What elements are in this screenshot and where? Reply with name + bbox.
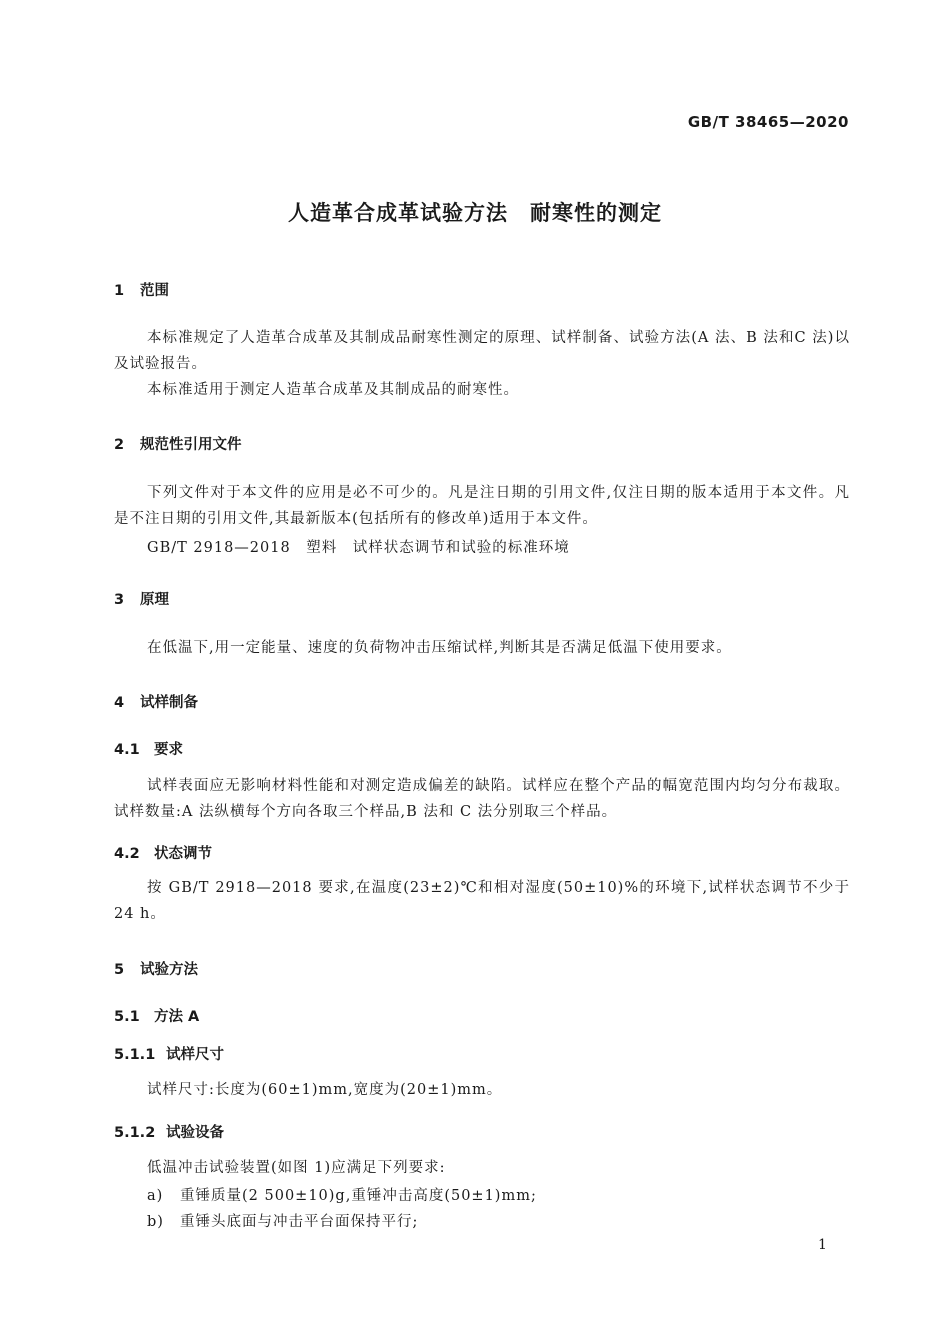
section-5-heading — [114, 958, 198, 979]
section-4-1-paragraph-1: 试样表面应无影响材料性能和对测定造成偏差的缺陷。试样应在整个产品的幅宽范围内均匀分布裁取。试样数量:A 法纵横每个方向各取三个样品,B 法和 C 法分别取三个样品。 — [114, 778, 850, 820]
section-number: 5.1.2 — [114, 1125, 156, 1141]
section-number: 2 — [114, 437, 125, 453]
section-4-heading — [114, 691, 198, 712]
section-title: 试样制备 — [140, 695, 198, 711]
list-item-label: a) — [147, 1188, 164, 1204]
list-item — [147, 1184, 537, 1205]
section-2-paragraph-1: 下列文件对于本文件的应用是必不可少的。凡是注日期的引用文件,仅注日期的版本适用于本文件。凡是不注日期的引用文件,其最新版本(包括所有的修改单)适用于本文件。 — [114, 485, 850, 527]
section-5-1-1-heading — [114, 1043, 224, 1064]
section-title: 原理 — [140, 592, 169, 608]
section-5-1-heading — [114, 1005, 199, 1026]
section-4-1-heading — [114, 738, 183, 759]
section-number: 1 — [114, 283, 125, 299]
list-item — [147, 1210, 418, 1231]
section-title: 试样尺寸 — [166, 1047, 224, 1063]
section-3-paragraph-1: 在低温下,用一定能量、速度的负荷物冲击压缩试样,判断其是否满足低温下使用要求。 — [147, 640, 732, 656]
section-title: 范围 — [140, 283, 169, 299]
section-4-2-heading — [114, 842, 212, 863]
section-number: 4.1 — [114, 742, 140, 758]
section-title: 试验设备 — [166, 1125, 224, 1141]
section-title: 规范性引用文件 — [140, 437, 242, 453]
normative-reference: GB/T 2918—2018 塑料 试样状态调节和试验的标准环境 — [147, 540, 570, 556]
section-title: 方法 A — [154, 1009, 200, 1025]
section-number: 4.2 — [114, 846, 140, 862]
page-number: 1 — [818, 1237, 827, 1253]
list-item-label: b) — [147, 1214, 164, 1230]
list-item-text: 重锤头底面与冲击平台面保持平行; — [180, 1214, 419, 1230]
section-5-1-2-heading — [114, 1121, 224, 1142]
section-title: 要求 — [154, 742, 183, 758]
section-number: 5 — [114, 962, 125, 978]
section-2-heading — [114, 433, 242, 454]
section-1-paragraph-1: 本标准规定了人造革合成革及其制成品耐寒性测定的原理、试样制备、试验方法(A 法、B 法和C 法)以及试验报告。 — [114, 330, 850, 372]
section-5-1-1-paragraph-1: 试样尺寸:长度为(60±1)mm,宽度为(20±1)mm。 — [147, 1082, 503, 1098]
section-number: 5.1.1 — [114, 1047, 156, 1063]
section-5-1-2-paragraph-1: 低温冲击试验装置(如图 1)应满足下列要求: — [147, 1160, 446, 1176]
section-title: 状态调节 — [154, 846, 212, 862]
section-number: 3 — [114, 592, 125, 608]
section-4-2-paragraph-1: 按 GB/T 2918—2018 要求,在温度(23±2)℃和相对湿度(50±10)%的环境下,试样状态调节不少于 24 h。 — [114, 880, 850, 922]
section-1-paragraph-2: 本标准适用于测定人造革合成革及其制成品的耐寒性。 — [147, 382, 519, 398]
document-title: 人造革合成革试验方法 耐寒性的测定 — [288, 201, 662, 225]
section-title: 试验方法 — [140, 962, 198, 978]
section-number: 5.1 — [114, 1009, 140, 1025]
section-3-heading — [114, 588, 169, 609]
section-1-heading — [114, 279, 169, 300]
standard-code: GB/T 38465—2020 — [687, 113, 849, 131]
section-number: 4 — [114, 695, 125, 711]
list-item-text: 重锤质量(2 500±10)g,重锤冲击高度(50±1)mm; — [180, 1188, 537, 1204]
